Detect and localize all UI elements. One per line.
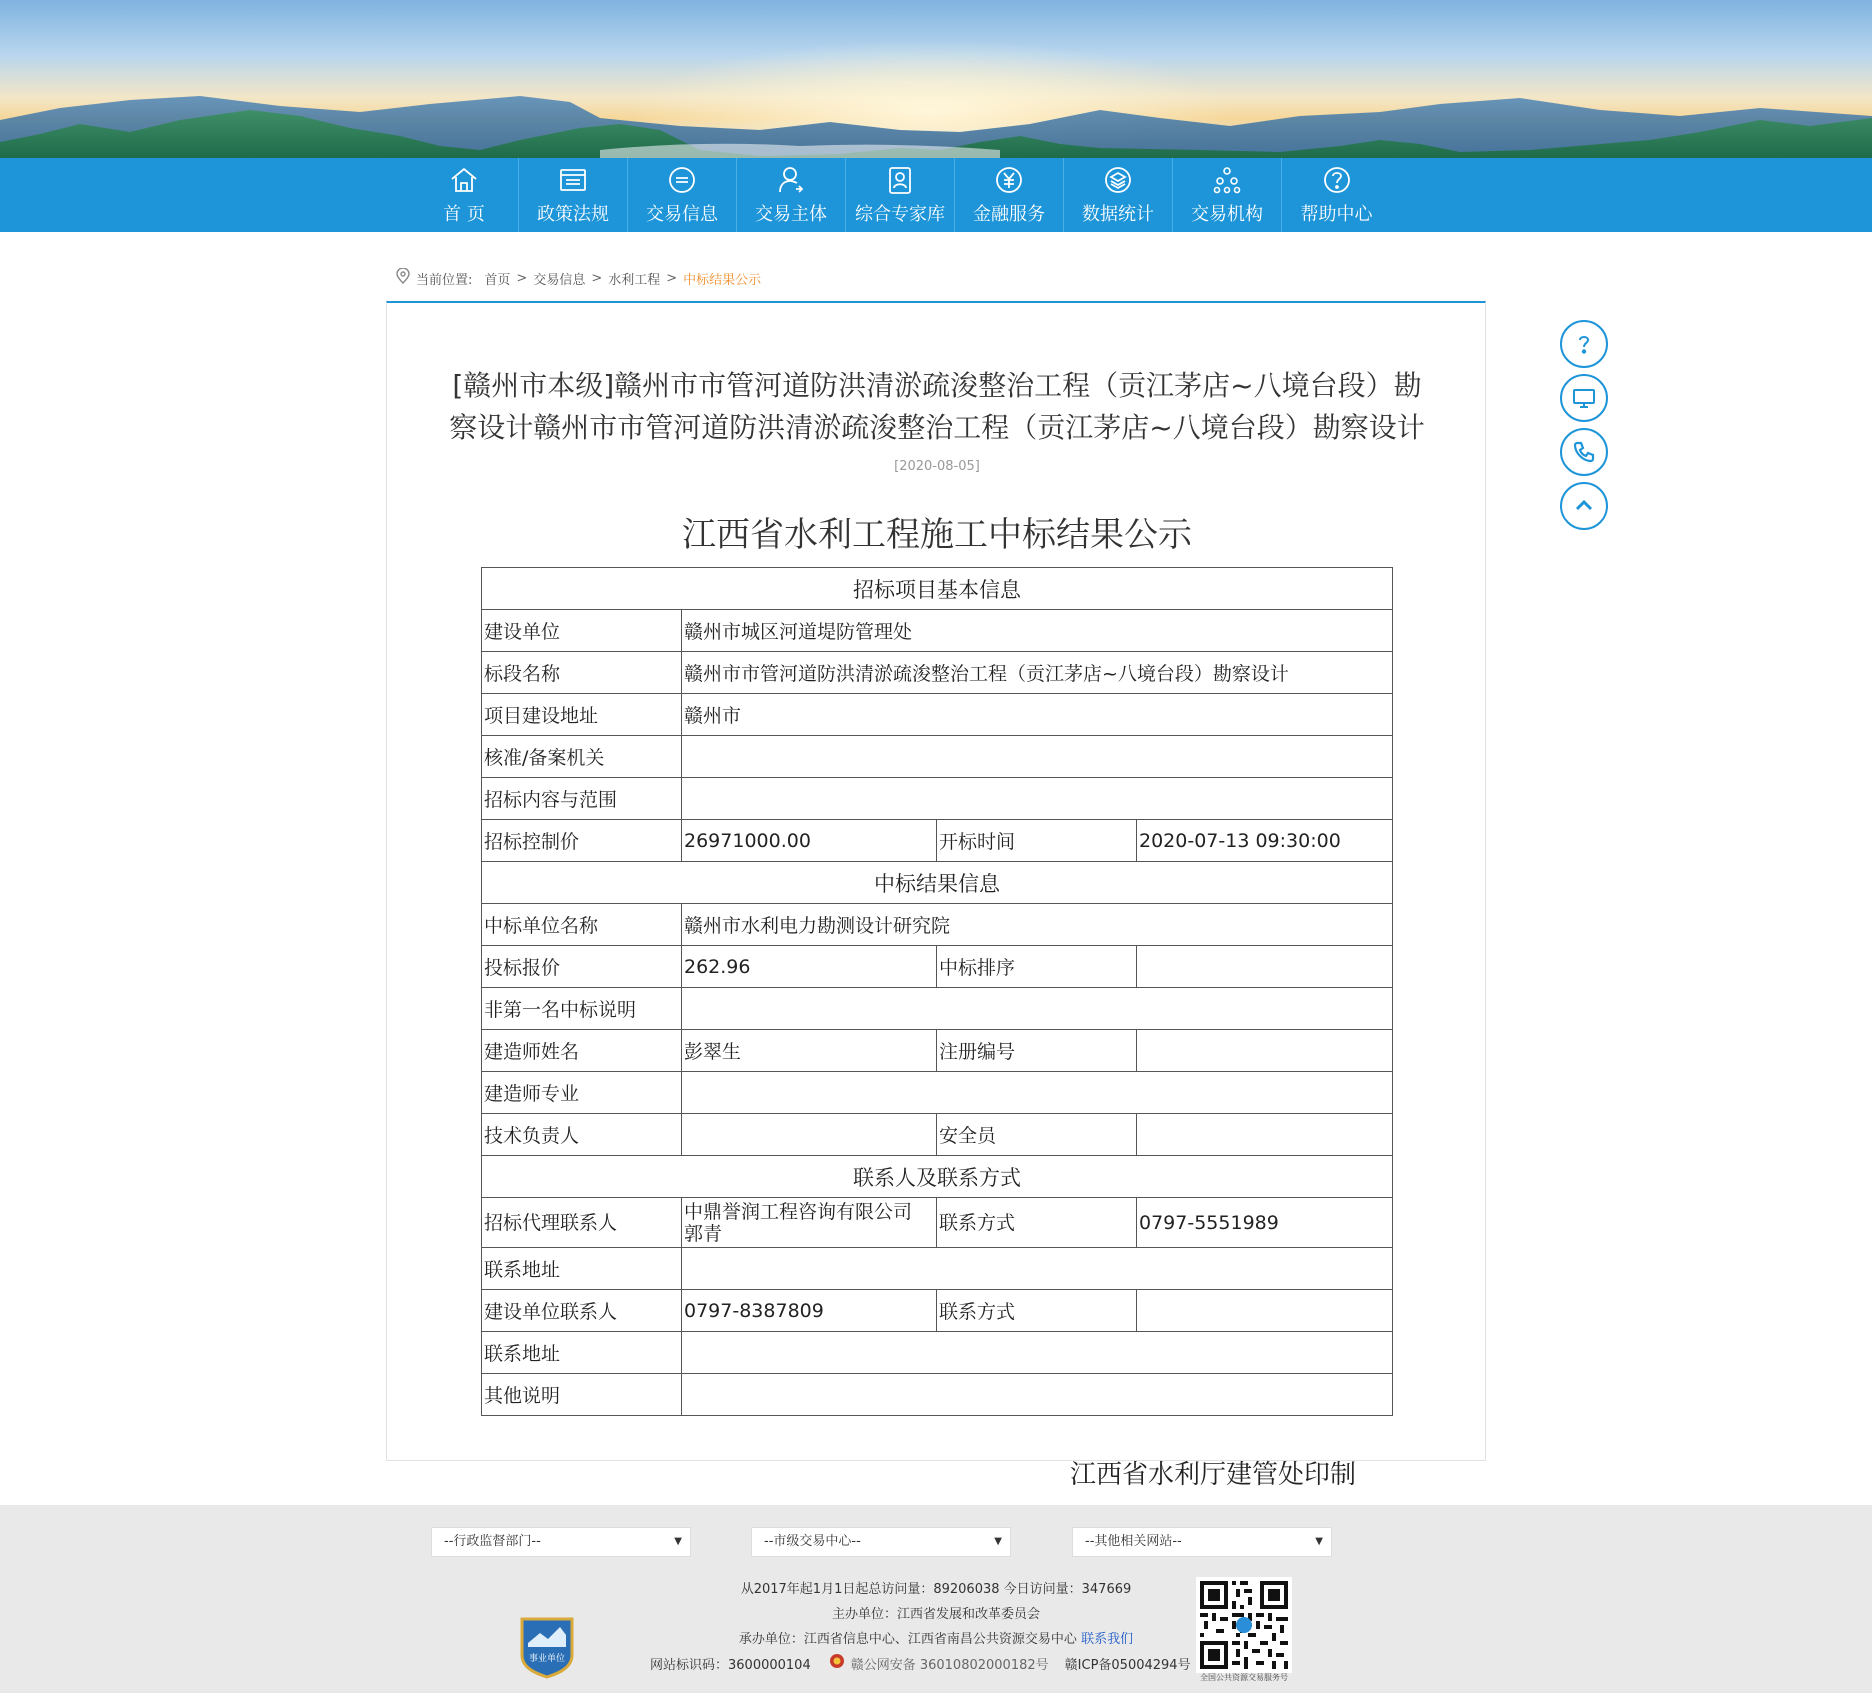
help-circle-button[interactable] bbox=[1560, 320, 1608, 368]
nav-label: 金融服务 bbox=[973, 204, 1045, 225]
field-label: 标段名称 bbox=[482, 652, 682, 694]
layers-icon bbox=[1102, 164, 1134, 196]
nav-label: 交易主体 bbox=[755, 204, 827, 225]
field-value bbox=[1137, 1030, 1393, 1072]
help-icon bbox=[1321, 164, 1353, 196]
phone-button[interactable] bbox=[1560, 428, 1608, 476]
field-label: 其他说明 bbox=[482, 1374, 682, 1416]
visit-count: 从2017年起1月1日起总访问量：89206038 今日访问量：347669 bbox=[740, 1582, 1132, 1597]
field-label: 项目建设地址 bbox=[482, 694, 682, 736]
table-row bbox=[482, 568, 1393, 610]
field-value bbox=[682, 736, 1393, 778]
field-value bbox=[682, 1072, 1393, 1114]
back-to-top-icon bbox=[1571, 493, 1597, 519]
table-row bbox=[482, 778, 1393, 820]
field-label: 招标内容与范围 bbox=[482, 778, 682, 820]
field-label: 开标时间 bbox=[937, 820, 1137, 862]
field-value: 2020-07-13 09:30:00 bbox=[1137, 820, 1393, 862]
select-value: --其他相关网站-- bbox=[1085, 1534, 1182, 1549]
table-row bbox=[482, 1156, 1393, 1198]
field-value: 赣州市水利电力勘测设计研究院 bbox=[682, 904, 1393, 946]
field-value bbox=[682, 778, 1393, 820]
home-icon bbox=[448, 164, 480, 196]
select-value: --市级交易中心-- bbox=[764, 1534, 861, 1549]
table-row bbox=[482, 1114, 1393, 1156]
table-row bbox=[482, 1374, 1393, 1416]
site-code: 网站标识码：3600000104 bbox=[650, 1657, 811, 1673]
other-sites-select[interactable] bbox=[1072, 1527, 1332, 1557]
nav-policy[interactable] bbox=[519, 158, 628, 232]
table-row bbox=[482, 1030, 1393, 1072]
field-label: 建设单位联系人 bbox=[482, 1290, 682, 1332]
dropdown-arrow-icon: ▼ bbox=[674, 1536, 682, 1547]
nav-label: 首 页 bbox=[443, 204, 485, 225]
document-title: 江西省水利工程施工中标结果公示 bbox=[682, 515, 1192, 555]
field-label: 技术负责人 bbox=[482, 1114, 682, 1156]
nav-institution[interactable] bbox=[1173, 158, 1282, 232]
field-value: 0797-8387809 bbox=[682, 1290, 937, 1332]
print-note: 江西省水利厅建管处印制 bbox=[1070, 1460, 1357, 1490]
field-label: 核准/备案机关 bbox=[482, 736, 682, 778]
article-title: [赣州市本级]赣州市市管河道防洪清淤疏浚整治工程（贡江茅店~八境台段）勘察设计赣州市市管河道防洪清淤疏浚整治工程（贡江茅店~八境台段）勘察设计 bbox=[449, 369, 1425, 444]
breadcrumb-home[interactable]: 首页 bbox=[484, 272, 511, 288]
field-value bbox=[1137, 1290, 1393, 1332]
admin-dept-select[interactable] bbox=[431, 1527, 691, 1557]
side-toolbar bbox=[1560, 320, 1608, 536]
field-label: 非第一名中标说明 bbox=[482, 988, 682, 1030]
table-row bbox=[482, 652, 1393, 694]
city-center-select[interactable] bbox=[751, 1527, 1011, 1557]
badge-text: 事业单位 bbox=[528, 1654, 566, 1664]
field-label: 安全员 bbox=[937, 1114, 1137, 1156]
nav-label: 交易机构 bbox=[1191, 204, 1263, 225]
field-label: 注册编号 bbox=[937, 1030, 1137, 1072]
host-unit: 主办单位：江西省发展和改革委员会 bbox=[831, 1607, 1040, 1622]
agent-company: 中鼎誉润工程咨询有限公司 bbox=[684, 1200, 913, 1223]
table-row bbox=[482, 820, 1393, 862]
police-record[interactable]: 赣公网安备 36010802000182号 bbox=[850, 1657, 1049, 1673]
organizer-unit: 承办单位：江西省信息中心、江西省南昌公共资源交易中心 bbox=[738, 1632, 1077, 1647]
article-date: [2020-08-05] bbox=[894, 459, 980, 474]
field-value bbox=[682, 1198, 937, 1248]
footer-registration bbox=[650, 1653, 1191, 1673]
yuan-icon bbox=[993, 164, 1025, 196]
info-icon bbox=[666, 164, 698, 196]
field-label: 联系地址 bbox=[482, 1332, 682, 1374]
section-header: 中标结果信息 bbox=[482, 862, 1393, 904]
police-emblem-icon bbox=[829, 1653, 845, 1673]
nav-trade-info[interactable] bbox=[628, 158, 737, 232]
table-row bbox=[482, 1198, 1393, 1248]
monitor-icon bbox=[1571, 385, 1597, 411]
breadcrumb-prefix: 当前位置: bbox=[416, 272, 473, 288]
field-value bbox=[682, 1332, 1393, 1374]
field-value bbox=[682, 988, 1393, 1030]
field-label: 招标代理联系人 bbox=[482, 1198, 682, 1248]
header-banner bbox=[0, 0, 1872, 158]
qr-caption: 全国公共资源交易服务号 bbox=[1200, 1673, 1288, 1682]
icp-record[interactable]: 赣ICP备05004294号 bbox=[1064, 1657, 1191, 1673]
nav-finance[interactable] bbox=[955, 158, 1064, 232]
table-row bbox=[482, 610, 1393, 652]
nav-label: 政策法规 bbox=[537, 204, 609, 225]
article-card bbox=[386, 301, 1486, 1461]
footer bbox=[0, 1505, 1872, 1693]
nav-label: 综合专家库 bbox=[855, 204, 945, 225]
breadcrumb-trade-info[interactable]: 交易信息 bbox=[533, 272, 586, 288]
mountain-landscape-image bbox=[0, 0, 1872, 158]
qr-code-icon bbox=[1196, 1577, 1292, 1673]
field-value: 26971000.00 bbox=[682, 820, 937, 862]
footer-info bbox=[0, 1577, 1872, 1652]
field-label: 中标排序 bbox=[937, 946, 1137, 988]
nav-home[interactable] bbox=[410, 158, 519, 232]
table-row bbox=[482, 1248, 1393, 1290]
table-row bbox=[482, 988, 1393, 1030]
field-value bbox=[682, 1248, 1393, 1290]
table-row bbox=[482, 946, 1393, 988]
field-value: 彭翠生 bbox=[682, 1030, 937, 1072]
user-icon bbox=[775, 164, 807, 196]
breadcrumb-separator: > bbox=[516, 270, 528, 286]
result-table bbox=[481, 567, 1393, 1416]
expert-icon bbox=[884, 164, 916, 196]
agent-person: 郭青 bbox=[684, 1222, 723, 1245]
monitor-button[interactable] bbox=[1560, 374, 1608, 422]
nav-label: 交易信息 bbox=[646, 204, 718, 225]
nav-trade-subject[interactable] bbox=[737, 158, 846, 232]
field-label: 投标报价 bbox=[482, 946, 682, 988]
select-value: --行政监督部门-- bbox=[444, 1534, 541, 1549]
main-nav bbox=[0, 158, 1872, 232]
table-row bbox=[482, 1332, 1393, 1374]
field-label: 联系地址 bbox=[482, 1248, 682, 1290]
field-value: 262.96 bbox=[682, 946, 937, 988]
section-header: 联系人及联系方式 bbox=[482, 1156, 1393, 1198]
table-row bbox=[482, 736, 1393, 778]
contact-us-link[interactable]: 联系我们 bbox=[1081, 1632, 1134, 1647]
field-label: 联系方式 bbox=[937, 1290, 1137, 1332]
nav-help[interactable] bbox=[1282, 158, 1391, 232]
org-icon bbox=[1211, 164, 1243, 196]
breadcrumb bbox=[396, 268, 761, 288]
field-value bbox=[682, 1374, 1393, 1416]
institution-badge-icon bbox=[518, 1615, 576, 1679]
field-label: 招标控制价 bbox=[482, 820, 682, 862]
field-value: 赣州市 bbox=[682, 694, 1393, 736]
breadcrumb-current: 中标结果公示 bbox=[683, 272, 762, 288]
breadcrumb-separator: > bbox=[666, 270, 678, 286]
table-row bbox=[482, 904, 1393, 946]
table-row bbox=[482, 694, 1393, 736]
institution-badge[interactable] bbox=[518, 1615, 576, 1683]
field-value: 赣州市城区河道堤防管理处 bbox=[682, 610, 1393, 652]
nav-statistics[interactable] bbox=[1064, 158, 1173, 232]
nav-expert[interactable] bbox=[846, 158, 955, 232]
breadcrumb-water[interactable]: 水利工程 bbox=[608, 272, 661, 288]
breadcrumb-separator: > bbox=[591, 270, 603, 286]
nav-label: 数据统计 bbox=[1082, 204, 1154, 225]
nav-label: 帮助中心 bbox=[1300, 204, 1373, 225]
field-label: 中标单位名称 bbox=[482, 904, 682, 946]
dropdown-arrow-icon: ▼ bbox=[994, 1536, 1002, 1547]
document-icon bbox=[557, 164, 589, 196]
field-value bbox=[682, 1114, 937, 1156]
field-label: 建造师专业 bbox=[482, 1072, 682, 1114]
table-row bbox=[482, 1290, 1393, 1332]
section-header: 招标项目基本信息 bbox=[482, 568, 1393, 610]
field-label: 联系方式 bbox=[937, 1198, 1137, 1248]
field-label: 建造师姓名 bbox=[482, 1030, 682, 1072]
table-row bbox=[482, 862, 1393, 904]
phone-icon bbox=[1571, 439, 1597, 465]
field-value: 赣州市市管河道防洪清淤疏浚整治工程（贡江茅店~八境台段）勘察设计 bbox=[682, 652, 1393, 694]
field-value: 0797-5551989 bbox=[1137, 1198, 1393, 1248]
qr-code bbox=[1196, 1577, 1292, 1673]
help-circle-icon bbox=[1571, 331, 1597, 357]
table-row bbox=[482, 1072, 1393, 1114]
location-pin-icon bbox=[396, 268, 410, 288]
dropdown-arrow-icon: ▼ bbox=[1315, 1536, 1323, 1547]
field-value bbox=[1137, 946, 1393, 988]
back-to-top-button[interactable] bbox=[1560, 482, 1608, 530]
field-value bbox=[1137, 1114, 1393, 1156]
field-label: 建设单位 bbox=[482, 610, 682, 652]
